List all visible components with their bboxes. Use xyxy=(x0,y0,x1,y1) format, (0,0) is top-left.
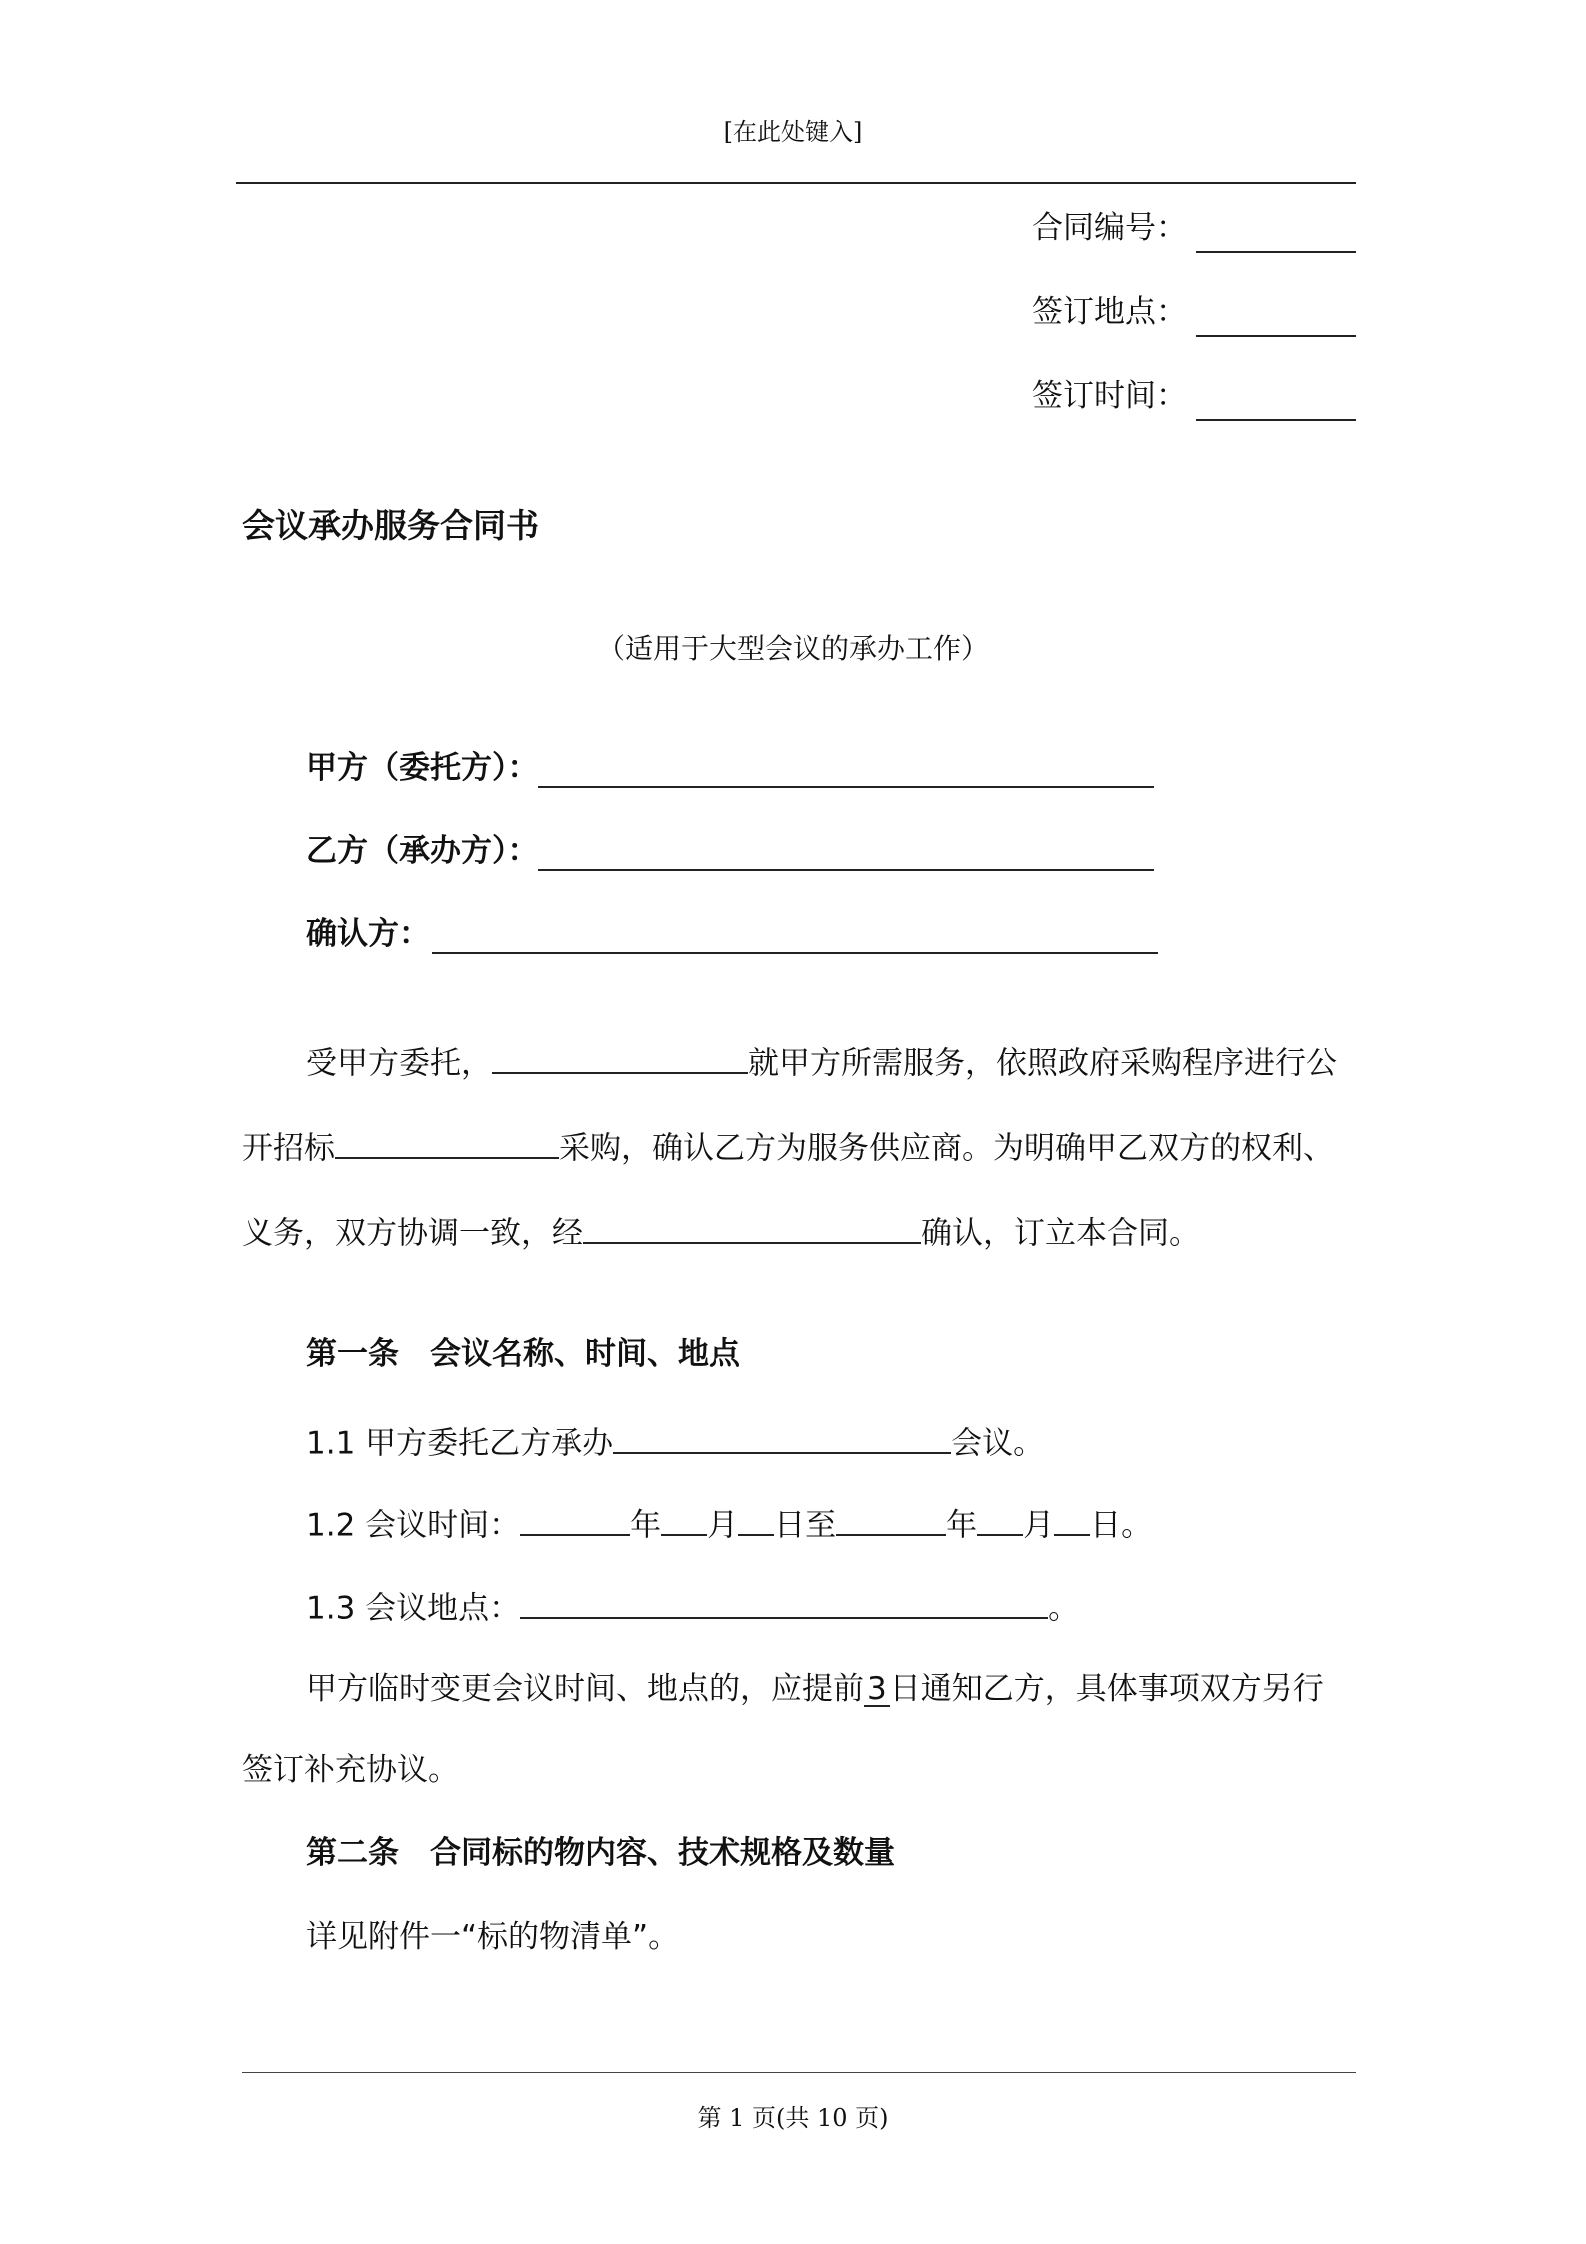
tender-number-field[interactable] xyxy=(335,1124,559,1159)
clause-text: 1.2 会议时间： xyxy=(306,1507,521,1544)
party-a-field[interactable] xyxy=(538,786,1154,788)
clause-text: 甲方临时变更会议时间、地点的，应提前 xyxy=(306,1671,864,1707)
clause-text: 年 xyxy=(630,1507,662,1544)
intro-line-1 xyxy=(306,1039,1337,1084)
clause-1-2 xyxy=(306,1501,1152,1546)
confirming-party-field[interactable] xyxy=(432,952,1158,954)
clause-text: 日。 xyxy=(1090,1507,1153,1544)
intro-text: 义务，双方协调一致，经 xyxy=(242,1215,583,1252)
header-divider xyxy=(236,182,1356,184)
clause-text: 月 xyxy=(707,1507,739,1544)
page-number: 第 1 页(共 10 页) xyxy=(697,2104,889,2132)
start-day-field[interactable] xyxy=(738,1501,774,1536)
meeting-name-field[interactable] xyxy=(613,1419,951,1454)
clause-text: 会议。 xyxy=(951,1425,1045,1462)
article-1-heading: 第一条 会议名称、时间、地点 xyxy=(306,1336,740,1372)
signing-place-field[interactable] xyxy=(1196,335,1356,337)
end-year-field[interactable] xyxy=(836,1501,946,1536)
confirming-party-label: 确认方： xyxy=(306,916,430,952)
clause-text: 日至 xyxy=(774,1507,837,1544)
contract-number-label: 合同编号： xyxy=(1032,210,1187,246)
page-header: [在此处键入] xyxy=(723,118,863,146)
document-title: 会议承办服务合同书 xyxy=(242,506,539,545)
start-year-field[interactable] xyxy=(520,1501,630,1536)
intro-text: 开招标 xyxy=(242,1130,335,1167)
entrusted-agency-field[interactable] xyxy=(492,1039,748,1074)
meeting-location-field[interactable] xyxy=(520,1584,1048,1619)
clause-1-3 xyxy=(306,1584,1079,1629)
confirming-unit-field[interactable] xyxy=(583,1209,921,1244)
footer-divider xyxy=(242,2072,1356,2073)
signing-time-field[interactable] xyxy=(1196,419,1356,421)
clause-text: 1.1 甲方委托乙方承办 xyxy=(306,1425,614,1462)
signing-time-label: 签订时间： xyxy=(1032,378,1187,414)
intro-line-3 xyxy=(242,1209,1200,1254)
clause-text: 月 xyxy=(1023,1507,1055,1544)
article-2-heading: 第二条 合同标的物内容、技术规格及数量 xyxy=(306,1835,895,1871)
intro-text: 采购，确认乙方为服务供应商。为明确甲乙双方的权利、 xyxy=(559,1130,1334,1167)
end-month-field[interactable] xyxy=(977,1501,1023,1536)
intro-text: 就甲方所需服务，依照政府采购程序进行公 xyxy=(748,1045,1337,1082)
end-day-field[interactable] xyxy=(1054,1501,1090,1536)
intro-line-2 xyxy=(242,1124,1334,1169)
clause-text: 日通知乙方，具体事项双方另行 xyxy=(889,1671,1324,1707)
start-month-field[interactable] xyxy=(661,1501,707,1536)
party-b-field[interactable] xyxy=(538,869,1154,871)
change-notice-line-1 xyxy=(306,1669,1324,1709)
intro-text: 确认，订立本合同。 xyxy=(921,1215,1200,1252)
clause-text: 。 xyxy=(1048,1590,1080,1627)
clause-1-1 xyxy=(306,1419,1044,1464)
party-b-label: 乙方（承办方）： xyxy=(306,833,539,869)
clause-text: 1.3 会议地点： xyxy=(306,1590,521,1627)
intro-text: 受甲方委托， xyxy=(306,1045,492,1082)
signing-place-label: 签订地点： xyxy=(1032,294,1187,330)
contract-number-field[interactable] xyxy=(1196,251,1356,253)
notice-days-value: 3 xyxy=(864,1674,890,1707)
document-subtitle: （适用于大型会议的承办工作） xyxy=(596,632,989,665)
article-2-text: 详见附件一“标的物清单”。 xyxy=(306,1919,680,1955)
party-a-label: 甲方（委托方）： xyxy=(306,750,539,786)
change-notice-line-2: 签订补充协议。 xyxy=(242,1752,459,1788)
clause-text: 年 xyxy=(946,1507,978,1544)
